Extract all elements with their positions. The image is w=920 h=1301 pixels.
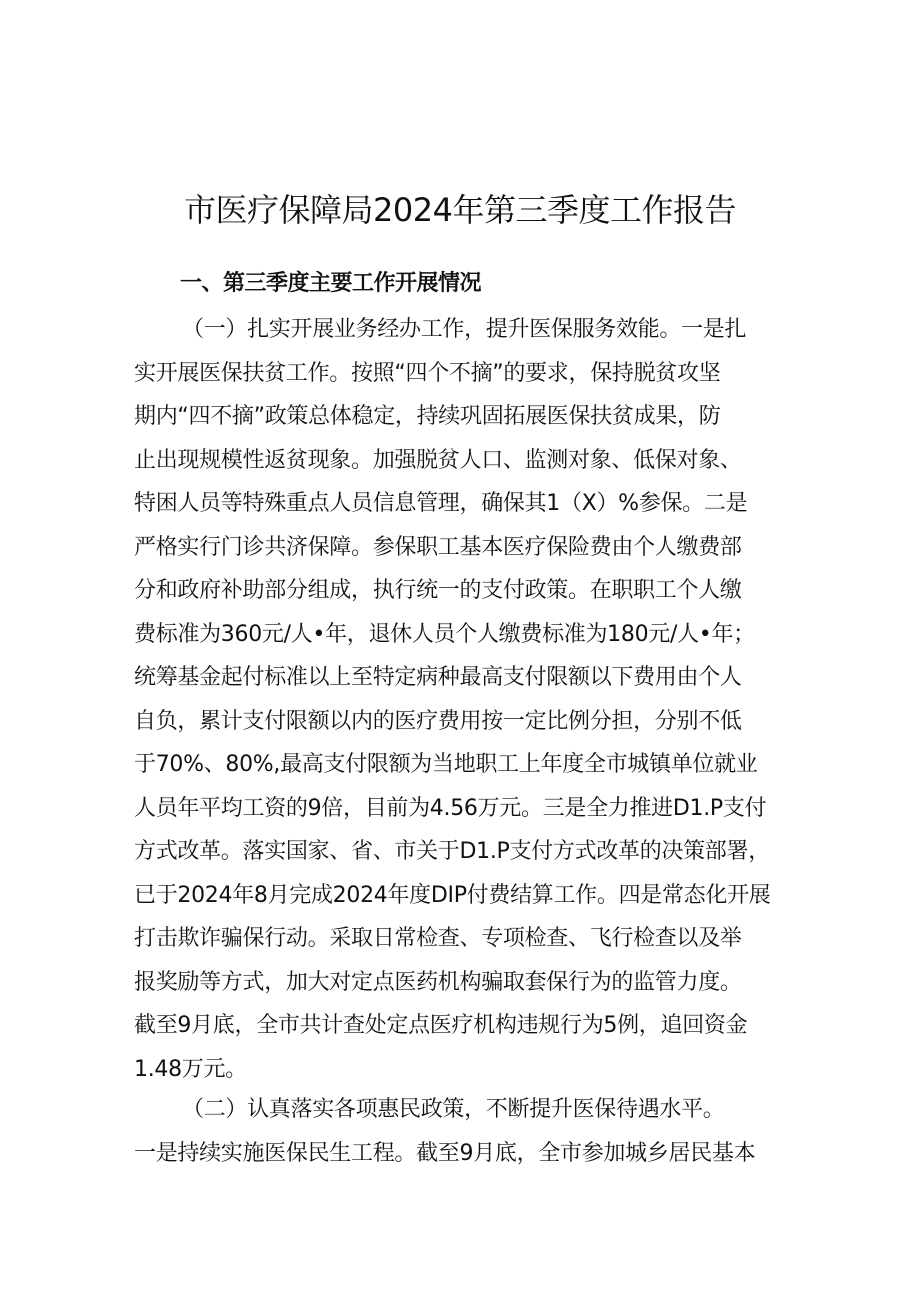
- paragraph-line: 止出现规模性返贫现象。加强脱贫人口、监测对象、低保对象、: [134, 447, 742, 473]
- paragraph-line: 1.48万元。: [134, 1056, 247, 1082]
- paragraph-line: 方式改革。落实国家、省、市关于D1.P支付方式改革的决策部署，: [134, 839, 770, 864]
- paragraph-line: 报奖励等方式，加大对定点医药机构骗取套保行为的监管力度。: [134, 969, 742, 995]
- paragraph-1: [134, 308, 798, 1091]
- paragraph-line: 已于2024年8月完成2024年度DIP付费结算工作。四是常态化开展: [134, 882, 771, 908]
- paragraph-line: 期内“四不摘”政策总体稳定，持续巩固拓展医保扶贫成果，防: [134, 404, 721, 429]
- paragraph-line: 于70%、80%,最高支付限额为当地职工上年度全市城镇单位就业: [134, 752, 758, 777]
- paragraph-line: 打击欺诈骗保行动。采取日常检查、专项检查、飞行检查以及举: [134, 926, 742, 951]
- paragraph-line: 统筹基金起付标准以上至特定病种最高支付限额以下费用由个人: [134, 665, 742, 690]
- paragraph-line: 人员年平均工资的9倍，目前为4.56万元。三是全力推进D1.P支付: [134, 795, 767, 821]
- paragraph-line: 费标准为360元/人•年，退休人员个人缴费标准为180元/人•年；: [134, 621, 755, 647]
- paragraph-line: 特困人员等特殊重点人员信息管理，确保其1（X）%参保。二是: [134, 491, 748, 516]
- paragraph-line: 严格实行门诊共济保障。参保职工基本医疗保险费由个人缴费部: [134, 534, 742, 560]
- paragraph-line: 截至9月底，全市共计查处定点医疗机构违规行为5例，追回资金: [134, 1013, 748, 1038]
- paragraph-line: 实开展医保扶贫工作。按照“四个不摘”的要求，保持脱贫攻坚: [134, 360, 721, 386]
- paragraph-line: 自负，累计支付限额以内的医疗费用按一定比例分担，分别不低: [134, 708, 742, 734]
- paragraph-2: [134, 1088, 798, 1175]
- document-title: 市医疗保障局2024年第三季度工作报告: [184, 191, 736, 230]
- paragraph-line: （一）扎实开展业务经办工作，提升医保服务效能。一是扎: [182, 317, 747, 342]
- paragraph-line: 分和政府补助部分组成，执行统一的支付政策。在职职工个人缴: [134, 578, 742, 603]
- paragraph-line: （二）认真落实各项惠民政策，不断提升医保待遇水平。: [182, 1097, 725, 1122]
- section-heading: 一、第三季度主要工作开展情况: [180, 271, 482, 296]
- paragraph-line: 一是持续实施医保民生工程。截至9月底，全市参加城乡居民基本: [134, 1140, 756, 1166]
